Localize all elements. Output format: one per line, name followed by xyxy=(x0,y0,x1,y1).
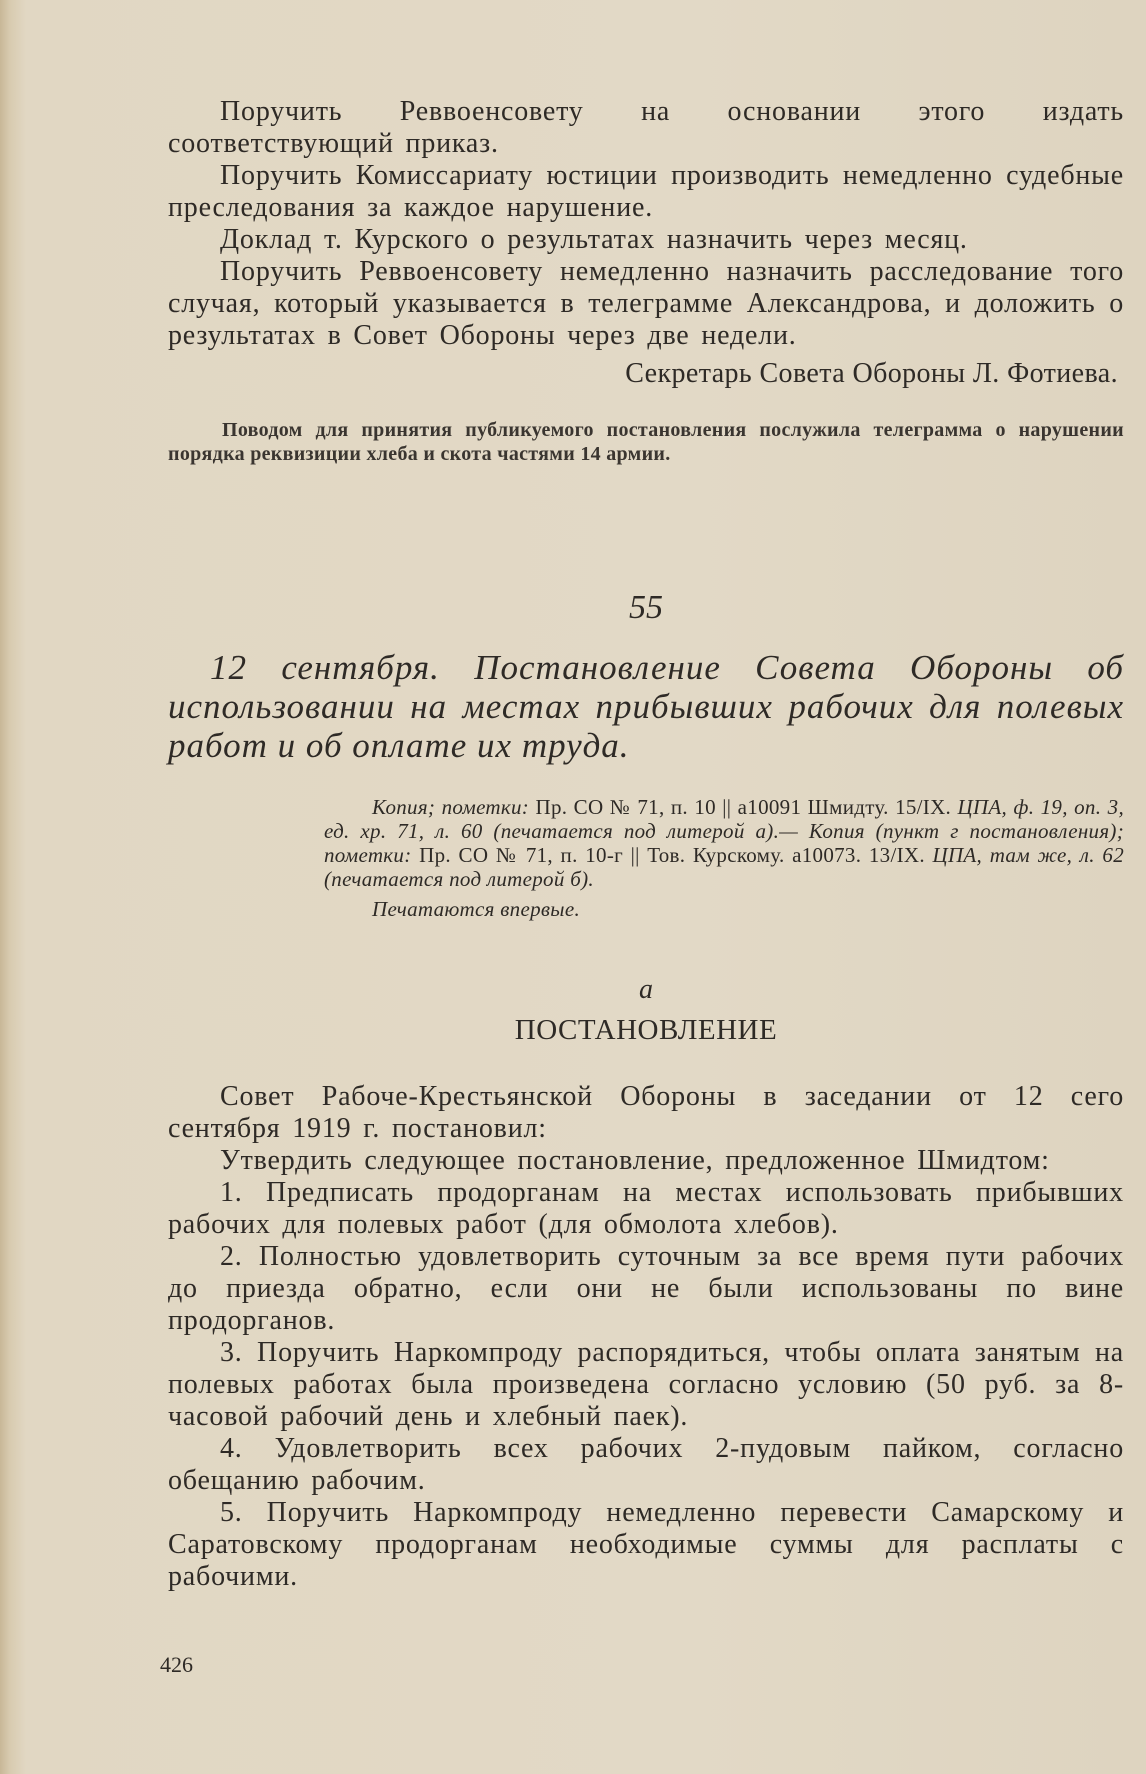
archive-source-a: ЦПА, ф. 19, оп. 3, ед. хр. 71, л. 60 (печатается под литерой а).— Копия (пункт г постановления); пометки: xyxy=(324,795,1124,867)
footnote: Поводом для принятия публикуемого постановления послужила телеграмма о нарушении порядка реквизиции хлеба и скота частями 14 армии. xyxy=(168,419,1124,465)
archive-mark-a: Пр. СО № 71, п. 10 || а10091 Шмидту. 15/IX. xyxy=(535,795,952,819)
resolution-paragraph: Совет Рабоче-Крестьянской Обороны в заседании от 12 сего сентября 1919 г. постановил: xyxy=(168,1081,1124,1144)
resolution-item: 4. Удовлетворить всех рабочих 2-пудовым пайком, согласно обещанию рабочим. xyxy=(168,1433,1124,1496)
document-number: 55 xyxy=(629,589,663,626)
resolution-paragraph: Утвердить следующее постановление, предложенное Шмидтом: xyxy=(220,1145,1050,1176)
archive-label: Копия; пометки: xyxy=(372,795,530,819)
page-number: 426 xyxy=(160,1652,193,1677)
top-paragraph: Поручить Реввоенсовету на основании этого издать соответствующий приказ. xyxy=(168,96,1124,159)
top-paragraph: Доклад т. Курского о результатах назначить через месяц. xyxy=(220,224,968,255)
archive-mark-b: Пр. СО № 71, п. 10-г || Тов. Курскому. а10073. 13/IX. xyxy=(419,843,925,867)
archive-source-b: ЦПА, там же, л. 62 (печатается под литерой б). xyxy=(324,843,1124,891)
subsection-letter: а xyxy=(639,974,653,1005)
archive-first-publication: Печатаются впервые. xyxy=(372,897,580,921)
resolution-item: 2. Полностью удовлетворить суточным за все время пути рабочих до приезда обратно, если они не были использованы по вине продорганов. xyxy=(168,1241,1124,1336)
top-paragraph: Поручить Комиссариату юстиции производить немедленно судебные преследования за каждое нарушение. xyxy=(168,160,1124,223)
signature: Секретарь Совета Обороны Л. Фотиева. xyxy=(625,358,1118,389)
archive-reference xyxy=(324,795,1124,921)
resolution-item: 1. Предписать продорганам на местах использовать прибывших рабочих для полевых работ (для обмолота хлебов). xyxy=(168,1177,1124,1240)
page-content xyxy=(168,96,1124,1593)
resolution-item: 5. Поручить Наркомпроду немедленно перевести Самарскому и Саратовскому продорганам необходимые суммы для расплаты с рабочими. xyxy=(168,1497,1124,1592)
resolution-body xyxy=(168,1081,1124,1593)
archive-line-1 xyxy=(324,795,1124,891)
section-heading: ПОСТАНОВЛЕНИЕ xyxy=(514,1014,778,1046)
top-paragraph: Поручить Реввоенсовету немедленно назначить расследование того случая, который указывается в телеграмме Александрова, и доложить о результатах в Совет Обороны через две недели. xyxy=(168,256,1124,351)
document-title: 12 сентября. Постановление Совета Обороны об использовании на местах прибывших рабочих для полевых работ и об оплате их труда. xyxy=(168,648,1124,765)
resolution-item: 3. Поручить Наркомпроду распорядиться, чтобы оплата занятым на полевых работах была произведена согласно условию (50 руб. за 8-часовой рабочий день и хлебный паек). xyxy=(168,1337,1124,1432)
